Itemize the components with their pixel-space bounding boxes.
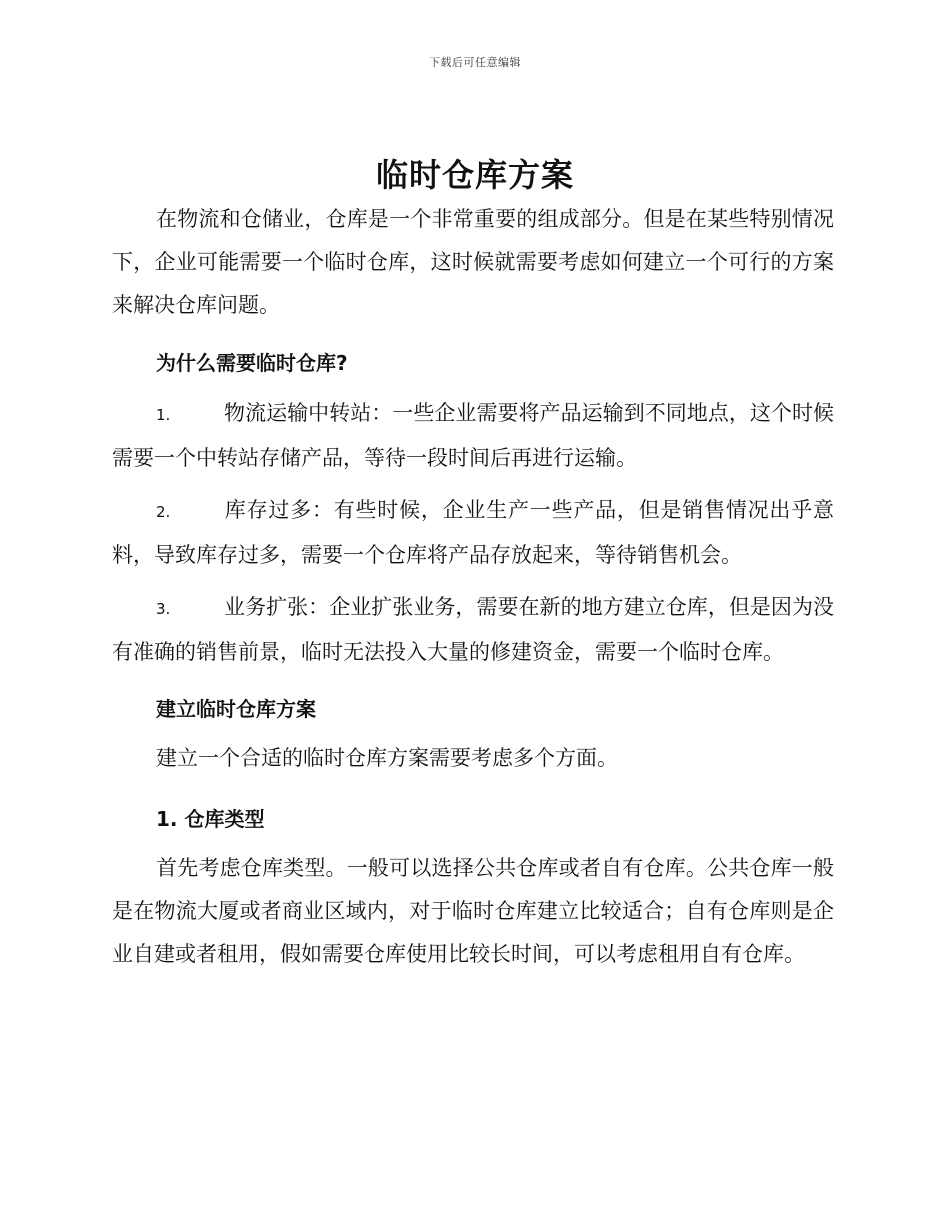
intro-paragraph: 在物流和仓储业，仓库是一个非常重要的组成部分。但是在某些特别情况下，企业可能需要一个临时仓库，这时候就需要考虑如何建立一个可行的方案来解决仓库问题。 bbox=[112, 207, 834, 317]
list-item bbox=[112, 489, 834, 577]
list-item bbox=[112, 392, 834, 480]
section-heading-why: 为什么需要临时仓库? bbox=[156, 351, 348, 375]
list-item-text: 业务扩张：企业扩张业务，需要在新的地方建立仓库，但是因为没有准确的销售前景，临时无法投入大量的修建资金，需要一个临时仓库。 bbox=[112, 595, 834, 664]
section-heading-plan: 建立临时仓库方案 bbox=[156, 697, 316, 721]
list-number: 2. bbox=[156, 503, 171, 521]
subsection-heading-warehouse-type: 1. 仓库类型 bbox=[156, 807, 265, 831]
header-note: 下载后可任意编辑 bbox=[429, 56, 521, 69]
document-title: 临时仓库方案 bbox=[375, 156, 574, 194]
list-item bbox=[112, 586, 834, 674]
list-item-text: 库存过多：有些时候，企业生产一些产品，但是销售情况出乎意料，导致库存过多，需要一个仓库将产品存放起来，等待销售机会。 bbox=[112, 498, 834, 567]
list-item-text: 物流运输中转站：一些企业需要将产品运输到不同地点，这个时候需要一个中转站存储产品，等待一段时间后再进行运输。 bbox=[112, 401, 834, 470]
warehouse-type-paragraph: 首先考虑仓库类型。一般可以选择公共仓库或者自有仓库。公共仓库一般是在物流大厦或者商业区域内，对于临时仓库建立比较适合；自有仓库则是企业自建或者租用，假如需要仓库使用比较长时间，可以考虑租用自有仓库。 bbox=[112, 856, 834, 966]
list-number: 1. bbox=[156, 406, 171, 424]
list-number: 3. bbox=[156, 600, 171, 618]
plan-intro-paragraph: 建立一个合适的临时仓库方案需要考虑多个方面。 bbox=[156, 746, 618, 770]
